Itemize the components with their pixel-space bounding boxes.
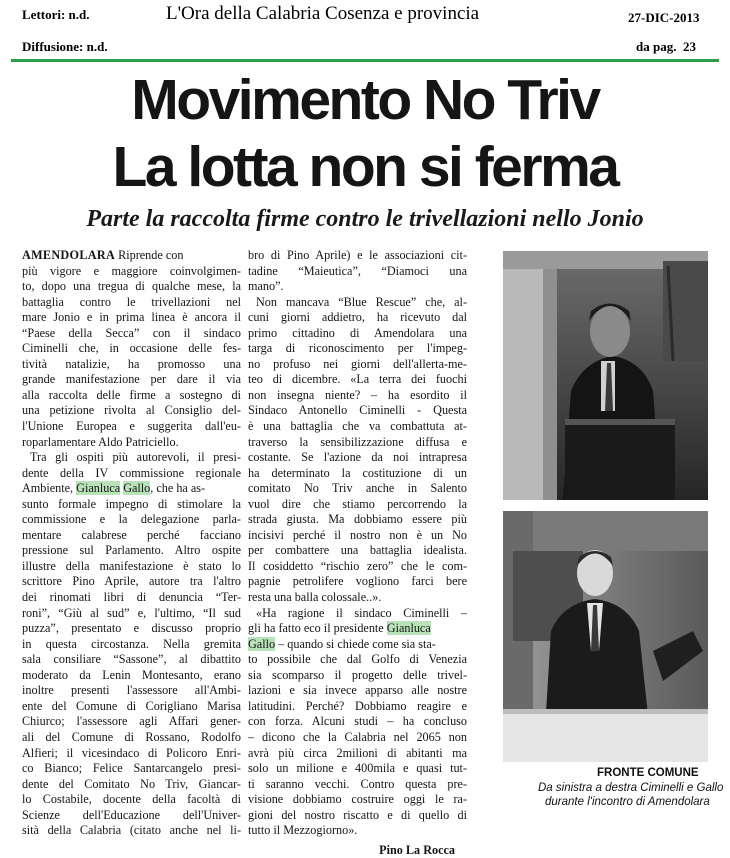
article-line: roparlamentare Aldo Patriciello. — [22, 434, 179, 449]
article-line: Alfieri; il vicesindaco di Policoro Enri- — [22, 745, 241, 760]
article-line: in questa circostanza. Nella gremita — [22, 636, 241, 651]
article-line: Il cosiddetto “rischio zero” che le com- — [248, 558, 467, 573]
article-line: gioni del nostro riscatto e di quello di — [248, 807, 467, 822]
article-line: Gallo – quando si chiede come sia sta- — [248, 636, 436, 651]
article-line: è una battaglia che va combattuta at- — [248, 419, 467, 434]
article-line: resta una balla colossale..». — [248, 590, 382, 605]
article-line: Ambiente, Gianluca Gallo, che ha as- — [22, 481, 206, 496]
article-line: ha determinato la costituzione di un — [248, 465, 467, 480]
article-line: commissione e la delegazione parla- — [22, 512, 241, 527]
article-line: ti saranno vecchi. Contro questa pre- — [248, 776, 467, 791]
article-line: inoltre presenti l'assessore all'Ambi- — [22, 683, 241, 698]
article-line: una petizione rivolta al Consiglio del- — [22, 403, 241, 418]
article-line: tadine “Maieutica”, “Diamoci una — [248, 263, 467, 278]
publication-date: 27-DIC-2013 — [628, 10, 700, 25]
article-line: pagnie petrolifere vogliono farci bere — [248, 574, 467, 589]
article-line: sala consiliare “Sassone”, al dibattito — [22, 652, 241, 667]
photo-gallo-image — [503, 511, 708, 762]
article-line: Scienze dell'Educazione dell'Univer- — [22, 807, 241, 822]
article-line: cuni giorni addietro, ha ricevuto dal — [248, 310, 467, 325]
photo-mayor-image — [503, 251, 708, 500]
article-column-2 — [248, 248, 467, 858]
article-line: co Bianco; Felice Santarcangelo presi- — [22, 761, 241, 776]
article-line: Tra gli ospiti più autorevoli, il presi- — [30, 450, 241, 465]
article-line: dente della IV commissione regionale — [22, 465, 241, 480]
article-line: “Paese della Secca” con il sindaco — [22, 325, 241, 340]
article-line: mano”. — [248, 279, 284, 294]
article-line: visione dobbiamo costruire oggi le ra- — [248, 792, 467, 807]
article-line: primo cittadino di Amendolara una — [248, 325, 467, 340]
article-line: to, dopo una tregua di qualche mese, la — [22, 279, 241, 294]
article-line: Ciminelli che, in occasione delle fes- — [22, 341, 241, 356]
article-line: costante. Se l'azione da noi intrapresa — [248, 450, 467, 465]
article-line: dente del Comitato No Triv, Giancar- — [22, 776, 241, 791]
distribution-label: Diffusione: n.d. — [22, 39, 108, 54]
article-line: teo di dicembre. «La terra dei fuochi — [248, 372, 467, 387]
article-line: lo Costabile, docente della facoltà di — [22, 792, 241, 807]
headline-line-2: La lotta non si ferma — [112, 135, 618, 199]
publication-title: L'Ora della Calabria Cosenza e provincia — [166, 3, 480, 24]
article-line: comitato No Triv anche in Salento — [248, 481, 467, 496]
article-line: latitudini. Perché? Dobbiamo reagire e — [248, 698, 467, 713]
article-column-1 — [22, 248, 241, 839]
article-line: alla raccolta delle firme a sostegno di — [22, 387, 241, 402]
byline: Pino La Rocca — [379, 842, 455, 857]
article-line: «Ha ragione il sindaco Ciminelli – — [256, 605, 467, 620]
article-line: per combattere una battaglia idealista. — [248, 543, 467, 558]
article-line: targa di riconoscimento per l'impeg- — [248, 341, 467, 356]
photo-caption-line-2: durante l'incontro di Amendolara — [545, 796, 710, 808]
article-line: traverso la sensibilizzazione diffusa e — [248, 434, 467, 449]
article-line: non insegna niente? – ha esordito il — [248, 387, 467, 402]
article-line: più vigore e maggiore coinvolgimen- — [22, 263, 241, 278]
article-line: to possibile che dal Golfo di Venezia — [248, 652, 467, 667]
page-reference: da pag. 23 — [636, 39, 696, 54]
article-line: sia scomparso il progetto delle trivel- — [248, 667, 467, 682]
article-line: Chiurco; l'assessore agli Affari gener- — [22, 714, 241, 729]
highlighted-name: Gianluca — [386, 621, 431, 636]
article-line: strada giusta. Ma dobbiamo essere più — [248, 512, 467, 527]
headline-line-1: Movimento No Triv — [131, 68, 599, 132]
article-line: Sindaco Antonello Ciminelli - Questa — [248, 403, 467, 418]
dateline: AMENDOLARA — [22, 248, 116, 262]
article-line: con forza. Alcuni studi – ha concluso — [248, 714, 467, 729]
readers-label: Lettori: n.d. — [22, 7, 90, 22]
article-line: ali del Comune di Rossano, Rodolfo — [22, 729, 241, 744]
article-line: gli ha fatto eco il presidente Gianluca — [248, 621, 431, 636]
article-line: mare Jonio e in prima linea è ancora il — [22, 310, 241, 325]
photo-caption-line-1: Da sinistra a destra Ciminelli e Gallo — [538, 782, 724, 794]
article-line: vuol dire che stiamo percorrendo la — [248, 496, 467, 511]
article-line: avrà più circa 2milioni di abitanti ma — [248, 745, 467, 760]
article-line: mentare calabrese perché facciano — [22, 527, 241, 542]
highlighted-surname: Gallo — [123, 481, 151, 496]
article-line: sunto formale impegno di stimolare la — [22, 496, 241, 511]
header-rule — [11, 59, 719, 62]
article-line: moderato da Lenin Montesanto, erano — [22, 667, 241, 682]
article-line: puzza”, presentato e discusso proprio — [22, 621, 241, 636]
article-line: AMENDOLARA Riprende con — [22, 248, 184, 262]
article-line: bro di Pino Aprile) e le associazioni cit- — [248, 248, 467, 262]
article-line: illustre della manifestazione è stato lo — [22, 558, 241, 573]
photo-mayor-speaking — [503, 251, 708, 500]
article-line: Non mancava “Blue Rescue” che, al- — [256, 294, 467, 309]
article-line: no profuso nei giorni dell'allerta-me- — [248, 356, 467, 371]
highlighted-name: Gianluca — [76, 481, 121, 496]
article-line: tutto il Mezzogiorno». — [248, 823, 358, 838]
article-line: sità della Calabria (citato anche nel li- — [22, 823, 241, 838]
article-line: solo un milione e 400mila e quasi tut- — [248, 761, 467, 776]
article-line: l'Unione Europea e suggerita dall'eu- — [22, 419, 241, 434]
article-line: battaglia contro le trivellazioni nel — [22, 294, 241, 309]
article-line: lazioni e sia invece apparso alle nostre — [248, 683, 467, 698]
article-line: – dicono che la Calabria nel 2065 non — [248, 729, 467, 744]
article-line: tività natalizie, ha promosso una — [22, 356, 241, 371]
article-line: incisivi perché il nostro non è un No — [248, 527, 467, 542]
subheadline: Parte la raccolta firme contro le trivellazioni nello Jonio — [86, 206, 644, 232]
highlighted-surname: Gallo — [248, 636, 276, 651]
article-line: pressione sul Parlamento. Altro ospite — [22, 543, 241, 558]
article-line: grande manifestazione per dare il via — [22, 372, 241, 387]
photo-gallo-speaking — [503, 511, 708, 762]
article-line: scrittore Pino Aprile, autore tra l'altro — [22, 574, 241, 589]
photo-caption-title: FRONTE COMUNE — [597, 767, 699, 779]
article-line: ente del Comune di Corigliano Marisa — [22, 698, 241, 713]
article-line: roni”, “Giù al sud” e, l'ultimo, “Il sud — [22, 605, 241, 620]
article-line: dei rinomati libri di denuncia “Ter- — [22, 590, 241, 605]
